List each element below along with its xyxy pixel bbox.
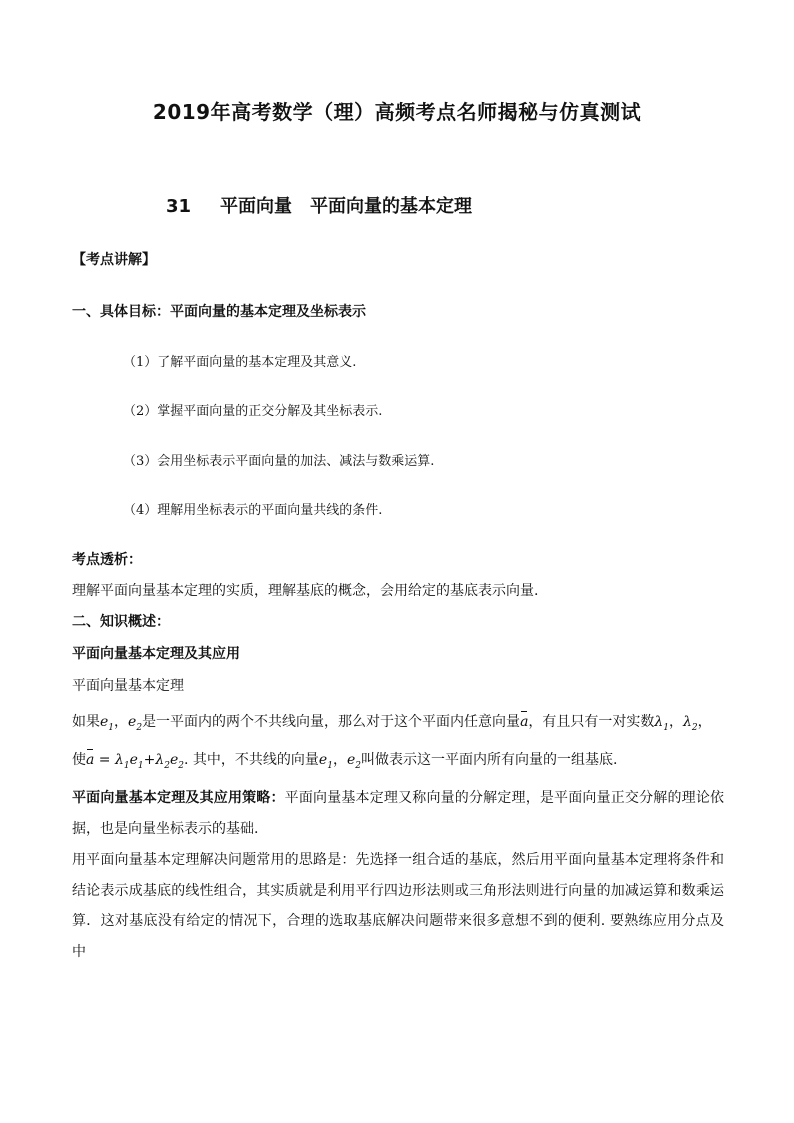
separator: ， bbox=[697, 714, 712, 730]
strategy-paragraph bbox=[72, 783, 724, 844]
math-lambda2: $\lambda_2$ bbox=[683, 714, 698, 733]
math-equals: = bbox=[94, 752, 115, 768]
separator: ， bbox=[114, 714, 129, 730]
math-e2: $e_2$ bbox=[169, 752, 185, 771]
theorem-line-2 bbox=[72, 749, 617, 771]
separator: ， bbox=[669, 714, 684, 730]
math-e2: $e_2$ bbox=[128, 714, 143, 733]
strategy-heading: 平面向量基本定理及其应用策略： bbox=[72, 790, 285, 806]
theorem-text: 是一平面内的两个不共线向量，那么对于这个平面内任意向量 bbox=[142, 714, 521, 730]
overview-heading: 二、知识概述： bbox=[72, 614, 170, 630]
separator: ， bbox=[332, 752, 347, 768]
theorem-line-1 bbox=[72, 711, 712, 733]
math-e1: $e_1$ bbox=[318, 752, 333, 771]
theorem-text: 如果 bbox=[72, 714, 100, 730]
math-lambda2: $\lambda_2$ bbox=[155, 752, 170, 771]
goals-heading: 一、具体目标： bbox=[72, 304, 170, 320]
goals-heading-line bbox=[72, 301, 366, 321]
math-vector-a: a bbox=[520, 714, 529, 730]
goals-topic: 平面向量的基本定理及坐标表示 bbox=[170, 304, 366, 320]
strategy-text: 平面向量基本定理又称向量的分解定理，是平面向量正交分解的理论依据，也是向量坐标表示的基础. bbox=[72, 790, 725, 837]
document-title: 2019年高考数学（理）高频考点名师揭秘与仿真测试 bbox=[152, 100, 642, 124]
theorem-text: ，有且只有一对实数 bbox=[528, 714, 655, 730]
math-e1: $e_1$ bbox=[129, 752, 144, 771]
analysis-heading: 考点透析： bbox=[72, 552, 142, 568]
math-vector-a: a bbox=[86, 752, 95, 768]
chapter-heading bbox=[166, 192, 472, 218]
theorem-text: . 其中，不共线的向量 bbox=[184, 752, 319, 768]
math-e1: $e_1$ bbox=[100, 714, 115, 733]
goal-item: （2）掌握平面向量的正交分解及其坐标表示. bbox=[123, 404, 383, 419]
chapter-number: 31 bbox=[166, 196, 192, 217]
chapter-topic: 平面向量 bbox=[220, 196, 292, 217]
chapter-subtitle: 平面向量的基本定理 bbox=[310, 196, 472, 217]
theorem-app-heading: 平面向量基本定理及其应用 bbox=[72, 646, 240, 662]
math-e2: $e_2$ bbox=[346, 752, 361, 771]
method-paragraph: 用平面向量基本定理解决问题常用的思路是：先选择一组合适的基底，然后用平面向量基本定理将条件和结论表示成基底的线性组合，其实质就是利用平行四边形法则或三角形法则进行向量的加减运算和数乘运算．这对基底没有给定的情况下，合理的选取基底解决问题带来很多意想不到的便利. 要熟练应用分点及中 bbox=[72, 852, 724, 960]
theorem-name: 平面向量基本定理 bbox=[72, 678, 184, 694]
math-plus: + bbox=[143, 752, 156, 768]
math-lambda1: $\lambda_1$ bbox=[654, 714, 670, 733]
goal-item: （1）了解平面向量的基本定理及其意义. bbox=[123, 355, 357, 370]
math-lambda1: $\lambda_1$ bbox=[115, 752, 130, 771]
analysis-text: 理解平面向量基本定理的实质，理解基底的概念，会用给定的基底表示向量. bbox=[72, 583, 539, 599]
goal-item: （4）理解用坐标表示的平面向量共线的条件. bbox=[123, 503, 383, 518]
goal-item: （3）会用坐标表示平面向量的加法、减法与数乘运算. bbox=[123, 454, 435, 469]
theorem-text: 叫做表示这一平面内所有向量的一组基底. bbox=[360, 752, 618, 768]
theorem-text: 使 bbox=[72, 752, 86, 768]
section-exam-points: 【考点讲解】 bbox=[72, 252, 156, 268]
